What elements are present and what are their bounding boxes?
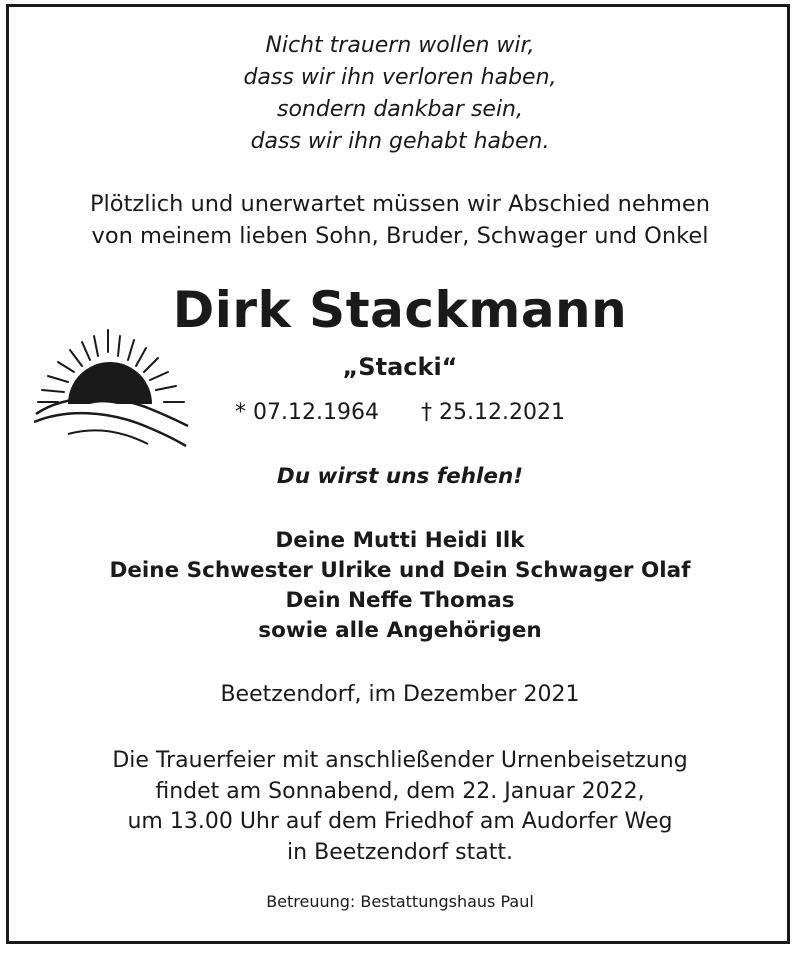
funeral-home-credit: Betreuung: Bestattungshaus Paul <box>266 892 534 911</box>
funeral-line: findet am Sonnabend, dem 22. Januar 2022, <box>155 778 645 804</box>
poem <box>0 30 800 158</box>
poem-line: dass wir ihn verloren haben, <box>243 65 557 90</box>
farewell-line: Du wirst uns fehlen! <box>276 464 524 489</box>
deceased-name: Dirk Stackmann <box>172 281 628 339</box>
sunset-over-hills-icon <box>28 322 194 458</box>
poem-line: sondern dankbar sein, <box>276 97 523 122</box>
mourners <box>0 526 800 646</box>
intro-line: von meinem lieben Sohn, Bruder, Schwager und Onkel <box>91 223 709 249</box>
poem-line: Nicht trauern wollen wir, <box>265 33 535 58</box>
place-date: Beetzendorf, im Dezember 2021 <box>220 682 580 707</box>
mourner-line: sowie alle Angehörigen <box>258 618 542 643</box>
mourner-line: Dein Neffe Thomas <box>285 588 515 613</box>
life-dates <box>0 398 800 428</box>
birth-date: * 07.12.1964 <box>235 400 379 425</box>
nickname: „Stacki“ <box>342 353 458 381</box>
funeral-line: in Beetzendorf statt. <box>287 839 513 865</box>
mourner-line: Deine Schwester Ulrike und Dein Schwager Olaf <box>109 558 691 583</box>
intro-text <box>0 188 800 252</box>
funeral-line: Die Trauerfeier mit anschließender Urnenbeisetzung <box>112 748 688 773</box>
poem-line: dass wir ihn gehabt haben. <box>250 129 550 154</box>
funeral-line: um 13.00 Uhr auf dem Friedhof am Audorfer Weg <box>127 809 673 834</box>
intro-line: Plötzlich und unerwartet müssen wir Abschied nehmen <box>89 191 711 217</box>
funeral-details <box>0 746 800 868</box>
mourner-line: Deine Mutti Heidi Ilk <box>275 528 525 553</box>
death-date: † 25.12.2021 <box>421 400 565 425</box>
